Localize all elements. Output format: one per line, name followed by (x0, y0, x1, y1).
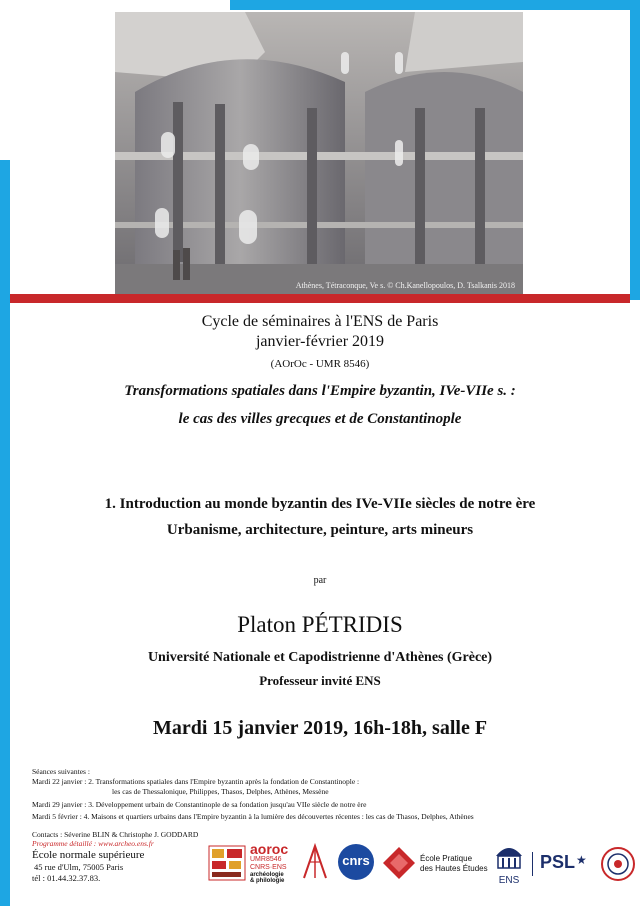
right-blue-bar (630, 0, 640, 300)
session-title-2: Urbanisme, architecture, peinture, arts mineurs (166, 522, 474, 538)
star-icon: ★ (576, 853, 587, 867)
theme-line-1: Transformations spatiales dans l'Empire byzantin, IVe-VIIe s. : (124, 383, 516, 399)
next-session-row (32, 800, 366, 810)
theme-line-2: le cas des villes grecques et de Constantinople (178, 411, 462, 427)
speaker-name: Platon PÉTRIDIS (237, 612, 403, 637)
aoroc-sub: UMR8546 (250, 856, 282, 863)
translittera-logo (208, 845, 246, 881)
aoroc-title: aoroc (250, 841, 289, 857)
top-blue-bar (230, 0, 640, 10)
school-street: 45 rue d'Ulm, 75005 Paris (34, 862, 124, 872)
cycle-line-1: Cycle de séminaires à l'ENS de Paris (201, 313, 439, 330)
ephe-line-1: École Pratique (420, 854, 473, 863)
psl-divider (532, 852, 533, 876)
aoroc-sub: & philologie (250, 878, 285, 884)
ephe-logo (382, 842, 487, 884)
aoroc-logo (250, 842, 298, 884)
cycle-line-2: janvier-février 2019 (255, 333, 385, 350)
aoroc-sub: CNRS·ENS (250, 864, 287, 871)
next-session-date: Mardi 29 janvier : (32, 800, 89, 809)
photo-caption: Athènes, Tétraconque, Ve s. © Ch.Kanellopoulos, D. Tsalkanis 2018 (295, 281, 515, 290)
seal-icon (600, 846, 636, 882)
school-name: École normale supérieure (32, 849, 145, 861)
date-line: Mardi 15 janvier 2019, 16h-18h, salle F (152, 717, 488, 739)
psl-logo (532, 842, 588, 884)
header-photo (115, 12, 523, 294)
cnrs-logo (336, 842, 376, 884)
next-session-text: 4. Maisons et quartiers urbains dans l'Empire byzantin à la lumière des découvertes récentes : les cas de Thasos, Delphes, Athènes (83, 812, 474, 821)
school-tel: tél : 01.44.32.37.83. (32, 873, 101, 883)
next-session-date: Mardi 5 février : (32, 812, 84, 821)
cycle-line-3: (AOrOc - UMR 8546) (270, 358, 370, 370)
red-divider (10, 294, 630, 303)
next-session-row (32, 777, 359, 787)
aoroc-sub: archéologie (250, 872, 284, 878)
translittera-icon (208, 845, 246, 881)
ens-building-icon (492, 842, 526, 870)
contacts: Contacts : Séverine BLIN & Christophe J. GODDARD (32, 830, 199, 839)
ens-text: ENS (498, 875, 520, 886)
next-session-text: 3. Développement urbain de Constantinople de sa fondation jusqu'au VIIe siècle de notre ère (88, 800, 367, 809)
next-session-row (112, 787, 329, 797)
pen-logo (300, 842, 330, 884)
session-title-1: 1. Introduction au monde byzantin des IVe-VIIe siècles de notre ère (104, 496, 536, 512)
next-session-text: les cas de Thessalonique, Philippes, Thasos, Delphes, Athènes, Messène (112, 787, 329, 796)
quill-icon (300, 842, 330, 882)
seal-logo (600, 842, 636, 884)
next-session-text: 2. Transformations spatiales dans l'Empire byzantin après la fondation de Constantinople : (88, 777, 360, 786)
programme-link[interactable]: Programme détaillé : www.archeo.ens.fr (32, 839, 154, 848)
speaker-role: Professeur invité ENS (259, 673, 381, 688)
next-session-row (32, 812, 474, 822)
ens-logo (492, 842, 526, 884)
psl-text: PSL (540, 852, 576, 872)
cnrs-text: cnrs (342, 853, 370, 868)
tetraconque-image (115, 12, 523, 294)
ephe-diamond-icon (382, 846, 416, 880)
next-sessions-heading: Séances suivantes : (32, 767, 90, 776)
speaker-affiliation: Université Nationale et Capodistrienne d'Athènes (Grèce) (147, 650, 493, 665)
par-label: par (313, 575, 327, 586)
next-session-date: Mardi 22 janvier : (32, 777, 89, 786)
ephe-line-2: des Hautes Études (420, 864, 488, 873)
